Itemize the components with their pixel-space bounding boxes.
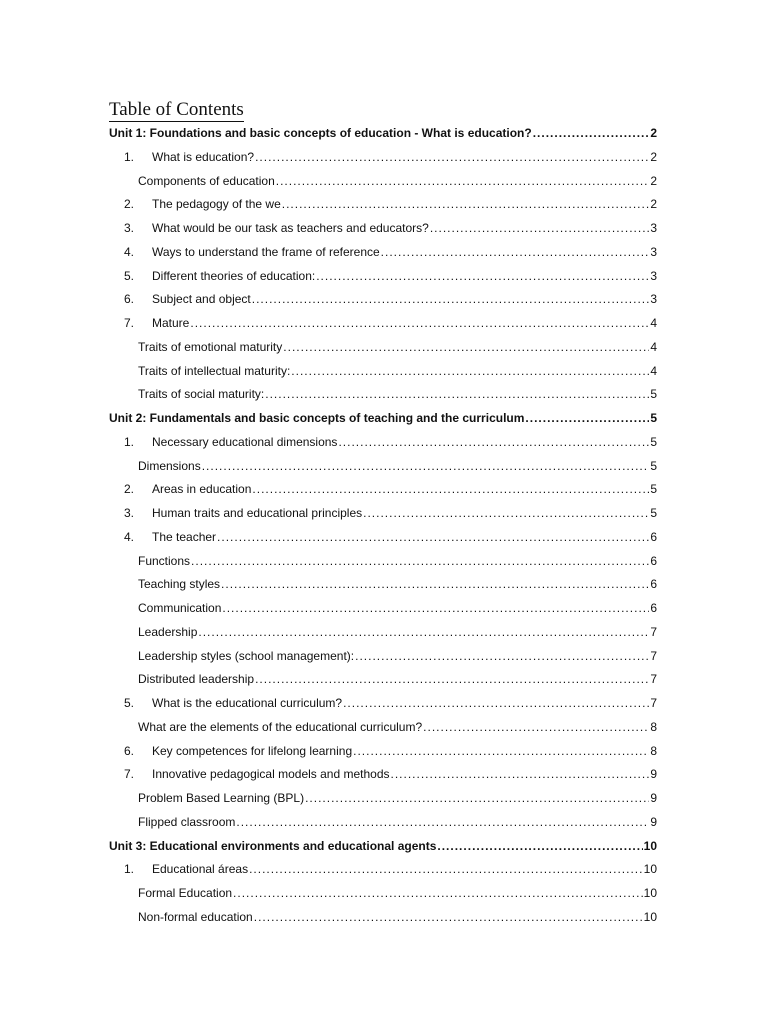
toc-dot-leader (525, 408, 649, 428)
toc-page-number: 9 (650, 814, 657, 829)
toc-numbered-entry[interactable] (124, 218, 657, 238)
toc-title: Table of Contents (109, 99, 244, 120)
toc-page-number: 5 (650, 434, 657, 449)
toc-page-number: 9 (650, 791, 657, 805)
toc-dot-leader (236, 812, 649, 832)
toc-dot-leader (217, 527, 649, 547)
toc-entry-text: Human traits and educational principles (152, 506, 363, 520)
toc-dot-leader (198, 622, 649, 642)
toc-dot-leader (343, 693, 649, 713)
toc-page-number: 4 (650, 339, 657, 354)
toc-entry-text: Areas in education (152, 482, 252, 497)
toc-entry-text: Unit 2: Fundamentals and basic concepts of teaching and the curriculum (109, 411, 525, 425)
toc-page-number: 3 (650, 244, 657, 259)
toc-entry-number: 4. (124, 529, 135, 544)
toc-subentry[interactable] (138, 456, 657, 476)
toc-entry-text: Necessary educational dimensions (152, 434, 338, 449)
toc-unit-entry[interactable] (109, 836, 657, 856)
toc-page-number: 9 (650, 767, 657, 782)
toc-subentry[interactable] (138, 669, 657, 689)
toc-numbered-entry[interactable] (124, 693, 657, 713)
toc-entry-text: Formal Education (138, 886, 233, 900)
toc-numbered-entry[interactable] (124, 194, 657, 214)
toc-dot-leader (381, 242, 650, 262)
toc-numbered-entry[interactable] (124, 147, 657, 167)
toc-entry-text: The teacher (152, 529, 217, 544)
toc-subentry[interactable] (138, 717, 657, 737)
toc-subentry[interactable] (138, 788, 657, 808)
toc-entry-text: Unit 3: Educational environments and educational agents (109, 838, 437, 853)
toc-entry-text: Dimensions (138, 458, 201, 473)
toc-entry-number: 3. (124, 506, 135, 520)
toc-dot-leader (254, 907, 643, 927)
toc-entry-text: Problem Based Learning (BPL) (138, 791, 305, 805)
toc-dot-leader (363, 503, 649, 523)
toc-numbered-entry[interactable] (124, 289, 657, 309)
toc-page-number: 2 (650, 173, 657, 188)
toc-page-number: 6 (650, 529, 657, 544)
toc-subentry[interactable] (138, 622, 657, 642)
toc-dot-leader (423, 717, 649, 737)
toc-entry-number: 1. (124, 149, 135, 164)
toc-dot-leader (283, 337, 649, 357)
toc-page-number: 7 (650, 696, 657, 710)
toc-subentry[interactable] (138, 598, 657, 618)
toc-entry-number: 6. (124, 292, 135, 307)
toc-entry-text: What is education? (152, 149, 255, 164)
toc-numbered-entry[interactable] (124, 432, 657, 452)
toc-dot-leader (282, 194, 650, 214)
toc-dot-leader (190, 313, 649, 333)
toc-numbered-entry[interactable] (124, 527, 657, 547)
toc-dot-leader (191, 551, 649, 571)
toc-dot-leader (391, 764, 650, 784)
toc-entry-text: Mature (152, 316, 190, 330)
toc-dot-leader (305, 788, 649, 808)
toc-entry-number: 3. (124, 221, 135, 235)
toc-numbered-entry[interactable] (124, 859, 657, 879)
toc-page-number: 6 (650, 553, 657, 568)
toc-subentry[interactable] (138, 384, 657, 404)
toc-subentry[interactable] (138, 551, 657, 571)
toc-entry-number: 5. (124, 268, 135, 283)
toc-unit-entry[interactable] (109, 408, 657, 428)
toc-entry-text: Innovative pedagogical models and methods (152, 767, 390, 782)
toc-page-number: 10 (643, 838, 657, 853)
toc-dot-leader (233, 883, 643, 903)
toc-entry-number: 2. (124, 482, 135, 497)
toc-numbered-entry[interactable] (124, 266, 657, 286)
toc-dot-leader (291, 361, 649, 381)
toc-page-number: 2 (650, 126, 657, 140)
toc-page-number: 10 (643, 909, 657, 924)
toc-subentry[interactable] (138, 646, 657, 666)
toc-entry-text: Ways to understand the frame of reference (152, 244, 380, 259)
toc-entry-text: Subject and object (152, 292, 251, 307)
toc-entry-text: Traits of social maturity: (138, 387, 265, 402)
toc-subentry[interactable] (138, 812, 657, 832)
toc-entry-text: Teaching styles (138, 577, 221, 592)
toc-subentry[interactable] (138, 883, 657, 903)
toc-entry-number: 1. (124, 862, 135, 877)
toc-subentry[interactable] (138, 574, 657, 594)
toc-dot-leader (353, 741, 649, 761)
toc-page-number: 8 (650, 719, 657, 734)
toc-dot-leader (202, 456, 650, 476)
toc-entry-text: Traits of intellectual maturity: (138, 363, 291, 378)
toc-dot-leader (255, 669, 649, 689)
toc-dot-leader (265, 384, 649, 404)
toc-entry-text: What are the elements of the educational curriculum? (138, 719, 423, 734)
toc-numbered-entry[interactable] (124, 313, 657, 333)
toc-entry-text: The pedagogy of the we (152, 197, 281, 212)
toc-entry-text: Functions (138, 553, 191, 568)
toc-dot-leader (437, 836, 642, 856)
toc-entry-number: 5. (124, 696, 135, 710)
toc-dot-leader (249, 859, 643, 879)
toc-page-number: 7 (650, 672, 657, 687)
toc-entry-number: 1. (124, 434, 135, 449)
toc-entry-text: Traits of emotional maturity (138, 339, 283, 354)
toc-entry-text: Different theories of education: (152, 268, 316, 283)
toc-numbered-entry[interactable] (124, 741, 657, 761)
toc-dot-leader (252, 479, 649, 499)
toc-subentry[interactable] (138, 171, 657, 191)
toc-page-number: 8 (650, 743, 657, 758)
toc-page-number: 2 (650, 197, 657, 212)
toc-numbered-entry[interactable] (124, 479, 657, 499)
toc-page-number: 2 (650, 149, 657, 164)
toc-page-number: 7 (650, 648, 657, 663)
toc-entry-text: What would be our task as teachers and educators? (152, 221, 429, 235)
toc-entry-number: 6. (124, 743, 135, 758)
toc-subentry[interactable] (138, 337, 657, 357)
toc-entry-text: Distributed leadership (138, 672, 255, 687)
toc-page-number: 10 (643, 886, 657, 900)
toc-entry-number: 2. (124, 197, 135, 212)
toc-page-number: 5 (650, 506, 657, 520)
toc-dot-leader (276, 171, 650, 191)
toc-entry-text: Leadership (138, 624, 198, 639)
toc-entry-number: 7. (124, 316, 135, 330)
toc-page-number: 10 (643, 862, 657, 877)
toc-numbered-entry[interactable] (124, 503, 657, 523)
toc-dot-leader (338, 432, 649, 452)
toc-page-number: 5 (650, 387, 657, 402)
toc-page-number: 3 (650, 221, 657, 235)
toc-page-number: 7 (650, 624, 657, 639)
toc-subentry[interactable] (138, 361, 657, 381)
toc-entry-number: 7. (124, 767, 135, 782)
toc-subentry[interactable] (138, 907, 657, 927)
toc-numbered-entry[interactable] (124, 242, 657, 262)
toc-dot-leader (355, 646, 649, 666)
toc-page-number: 5 (650, 482, 657, 497)
toc-entry-number: 4. (124, 244, 135, 259)
toc-entry-text: Non-formal education (138, 909, 253, 924)
toc-dot-leader (255, 147, 649, 167)
toc-entry-text: Educational áreas (152, 862, 249, 877)
toc-entry-text: What is the educational curriculum? (152, 696, 343, 710)
toc-page-number: 4 (650, 363, 657, 378)
toc-dot-leader (252, 289, 650, 309)
toc-page-number: 5 (650, 411, 657, 425)
toc-page-number: 6 (650, 601, 657, 615)
toc-entry-text: Key competences for lifelong learning (152, 743, 353, 758)
toc-entry-text: Flipped classroom (138, 814, 236, 829)
toc-page-number: 4 (650, 316, 657, 330)
toc-entry-text: Components of education (138, 173, 275, 188)
toc-page-number: 6 (650, 577, 657, 592)
toc-numbered-entry[interactable] (124, 764, 657, 784)
toc-dot-leader (316, 266, 649, 286)
toc-page-number: 5 (650, 458, 657, 473)
toc-entry-text: Leadership styles (school management): (138, 648, 355, 663)
toc-unit-entry[interactable] (109, 123, 657, 143)
toc-entry-text: Communication (138, 601, 222, 615)
toc-page-number: 3 (650, 292, 657, 307)
toc-dot-leader (221, 574, 649, 594)
toc-dot-leader (222, 598, 649, 618)
toc-dot-leader (430, 218, 649, 238)
toc-page-number: 3 (650, 268, 657, 283)
toc-entry-text: Unit 1: Foundations and basic concepts of education - What is education? (109, 126, 532, 140)
toc-dot-leader (533, 123, 650, 143)
